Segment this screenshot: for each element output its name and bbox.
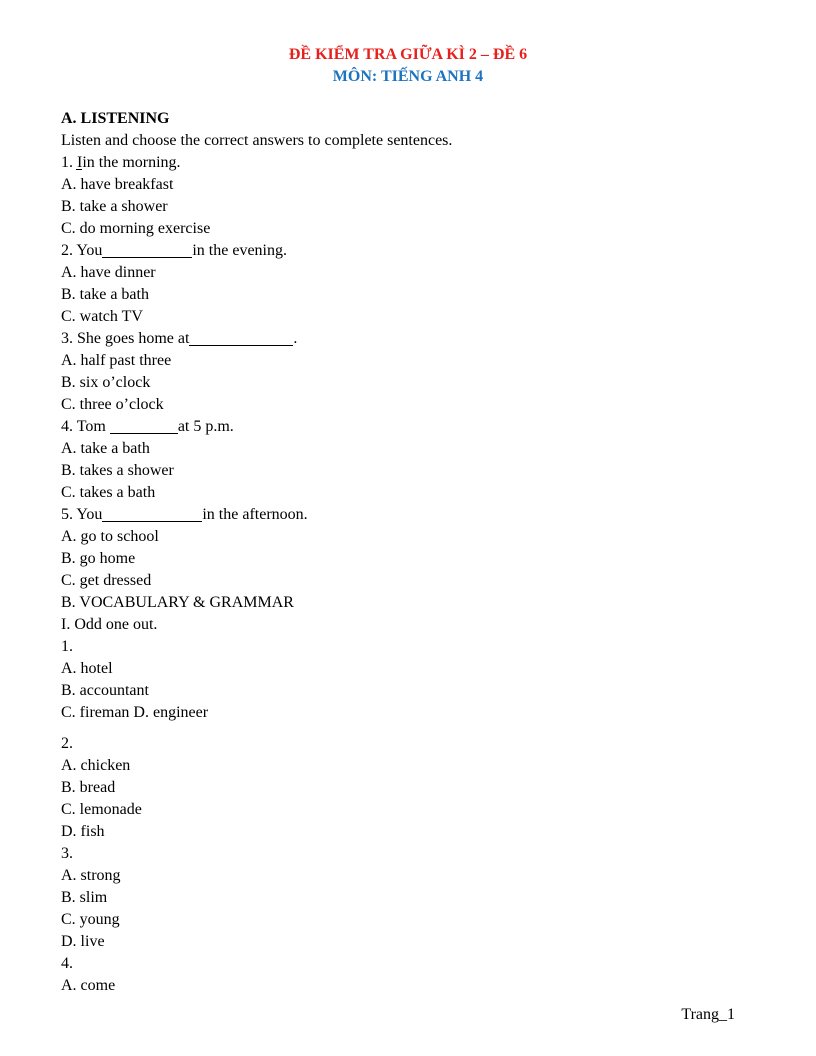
stem-text: 2. You	[61, 242, 103, 259]
question-stem	[61, 328, 761, 350]
answer-option: A. half past three	[61, 352, 172, 369]
stem-text: 4. Tom	[61, 418, 110, 435]
question-stem	[61, 152, 761, 174]
question-number: 3.	[61, 845, 73, 862]
answer-option: A. take a bath	[61, 440, 150, 457]
answer-option: D. fish	[61, 823, 105, 840]
stem-text: 5. You	[61, 506, 103, 523]
answer-option: B. take a bath	[61, 286, 149, 303]
exam-title: ĐỀ KIỂM TRA GIỮA KÌ 2 – ĐỀ 6	[288, 46, 528, 63]
question-stem	[61, 504, 761, 526]
question-number: 1.	[61, 638, 73, 655]
answer-option: B. accountant	[61, 682, 149, 699]
answer-option: C. do morning exercise	[61, 220, 211, 237]
stem-text: in the evening.	[192, 242, 287, 259]
answer-option: B. bread	[61, 779, 116, 796]
stem-text: in the afternoon.	[202, 506, 308, 523]
answer-option: C. takes a bath	[61, 484, 156, 501]
answer-option: B. go home	[61, 550, 136, 567]
section-heading-listening: A. LISTENING	[61, 110, 170, 127]
document-body	[61, 108, 761, 997]
answer-option: A. chicken	[61, 757, 131, 774]
question-stem	[61, 240, 761, 262]
answer-option: B. slim	[61, 889, 108, 906]
page-number: Trang_1	[681, 1006, 735, 1023]
document-header	[0, 44, 816, 88]
answer-blank	[110, 417, 178, 434]
answer-option: A. hotel	[61, 660, 113, 677]
answer-option: C. lemonade	[61, 801, 142, 818]
stem-text: at 5 p.m.	[177, 418, 234, 435]
answer-option: C. get dressed	[61, 572, 152, 589]
answer-blank	[102, 241, 192, 258]
listening-instruction: Listen and choose the correct answers to complete sentences.	[61, 132, 453, 149]
answer-option: A. have dinner	[61, 264, 156, 281]
answer-option: D. live	[61, 933, 105, 950]
section-heading-vocabulary: B. VOCABULARY & GRAMMAR	[61, 594, 294, 611]
stem-text: in the morning.	[82, 154, 181, 171]
question-stem	[61, 416, 761, 438]
part-heading: I. Odd one out.	[61, 616, 158, 633]
answer-blank	[102, 505, 202, 522]
spacer	[61, 724, 761, 733]
answer-option: C. young	[61, 911, 120, 928]
answer-option: C. three o’clock	[61, 396, 164, 413]
stem-text: 3. She goes home at	[61, 330, 190, 347]
question-number: 2.	[61, 735, 73, 752]
answer-option: C. fireman D. engineer	[61, 704, 209, 721]
answer-option: B. takes a shower	[61, 462, 174, 479]
stem-text: 1. I	[61, 154, 83, 171]
stem-text: .	[293, 330, 298, 347]
answer-option: A. strong	[61, 867, 121, 884]
answer-blank	[189, 329, 293, 346]
subject-title: MÔN: TIẾNG ANH 4	[332, 68, 484, 85]
question-number: 4.	[61, 955, 73, 972]
answer-option: B. six o’clock	[61, 374, 151, 391]
answer-option: B. take a shower	[61, 198, 168, 215]
answer-option: A. have breakfast	[61, 176, 174, 193]
answer-option: A. go to school	[61, 528, 159, 545]
answer-option: A. come	[61, 977, 116, 994]
answer-option: C. watch TV	[61, 308, 143, 325]
